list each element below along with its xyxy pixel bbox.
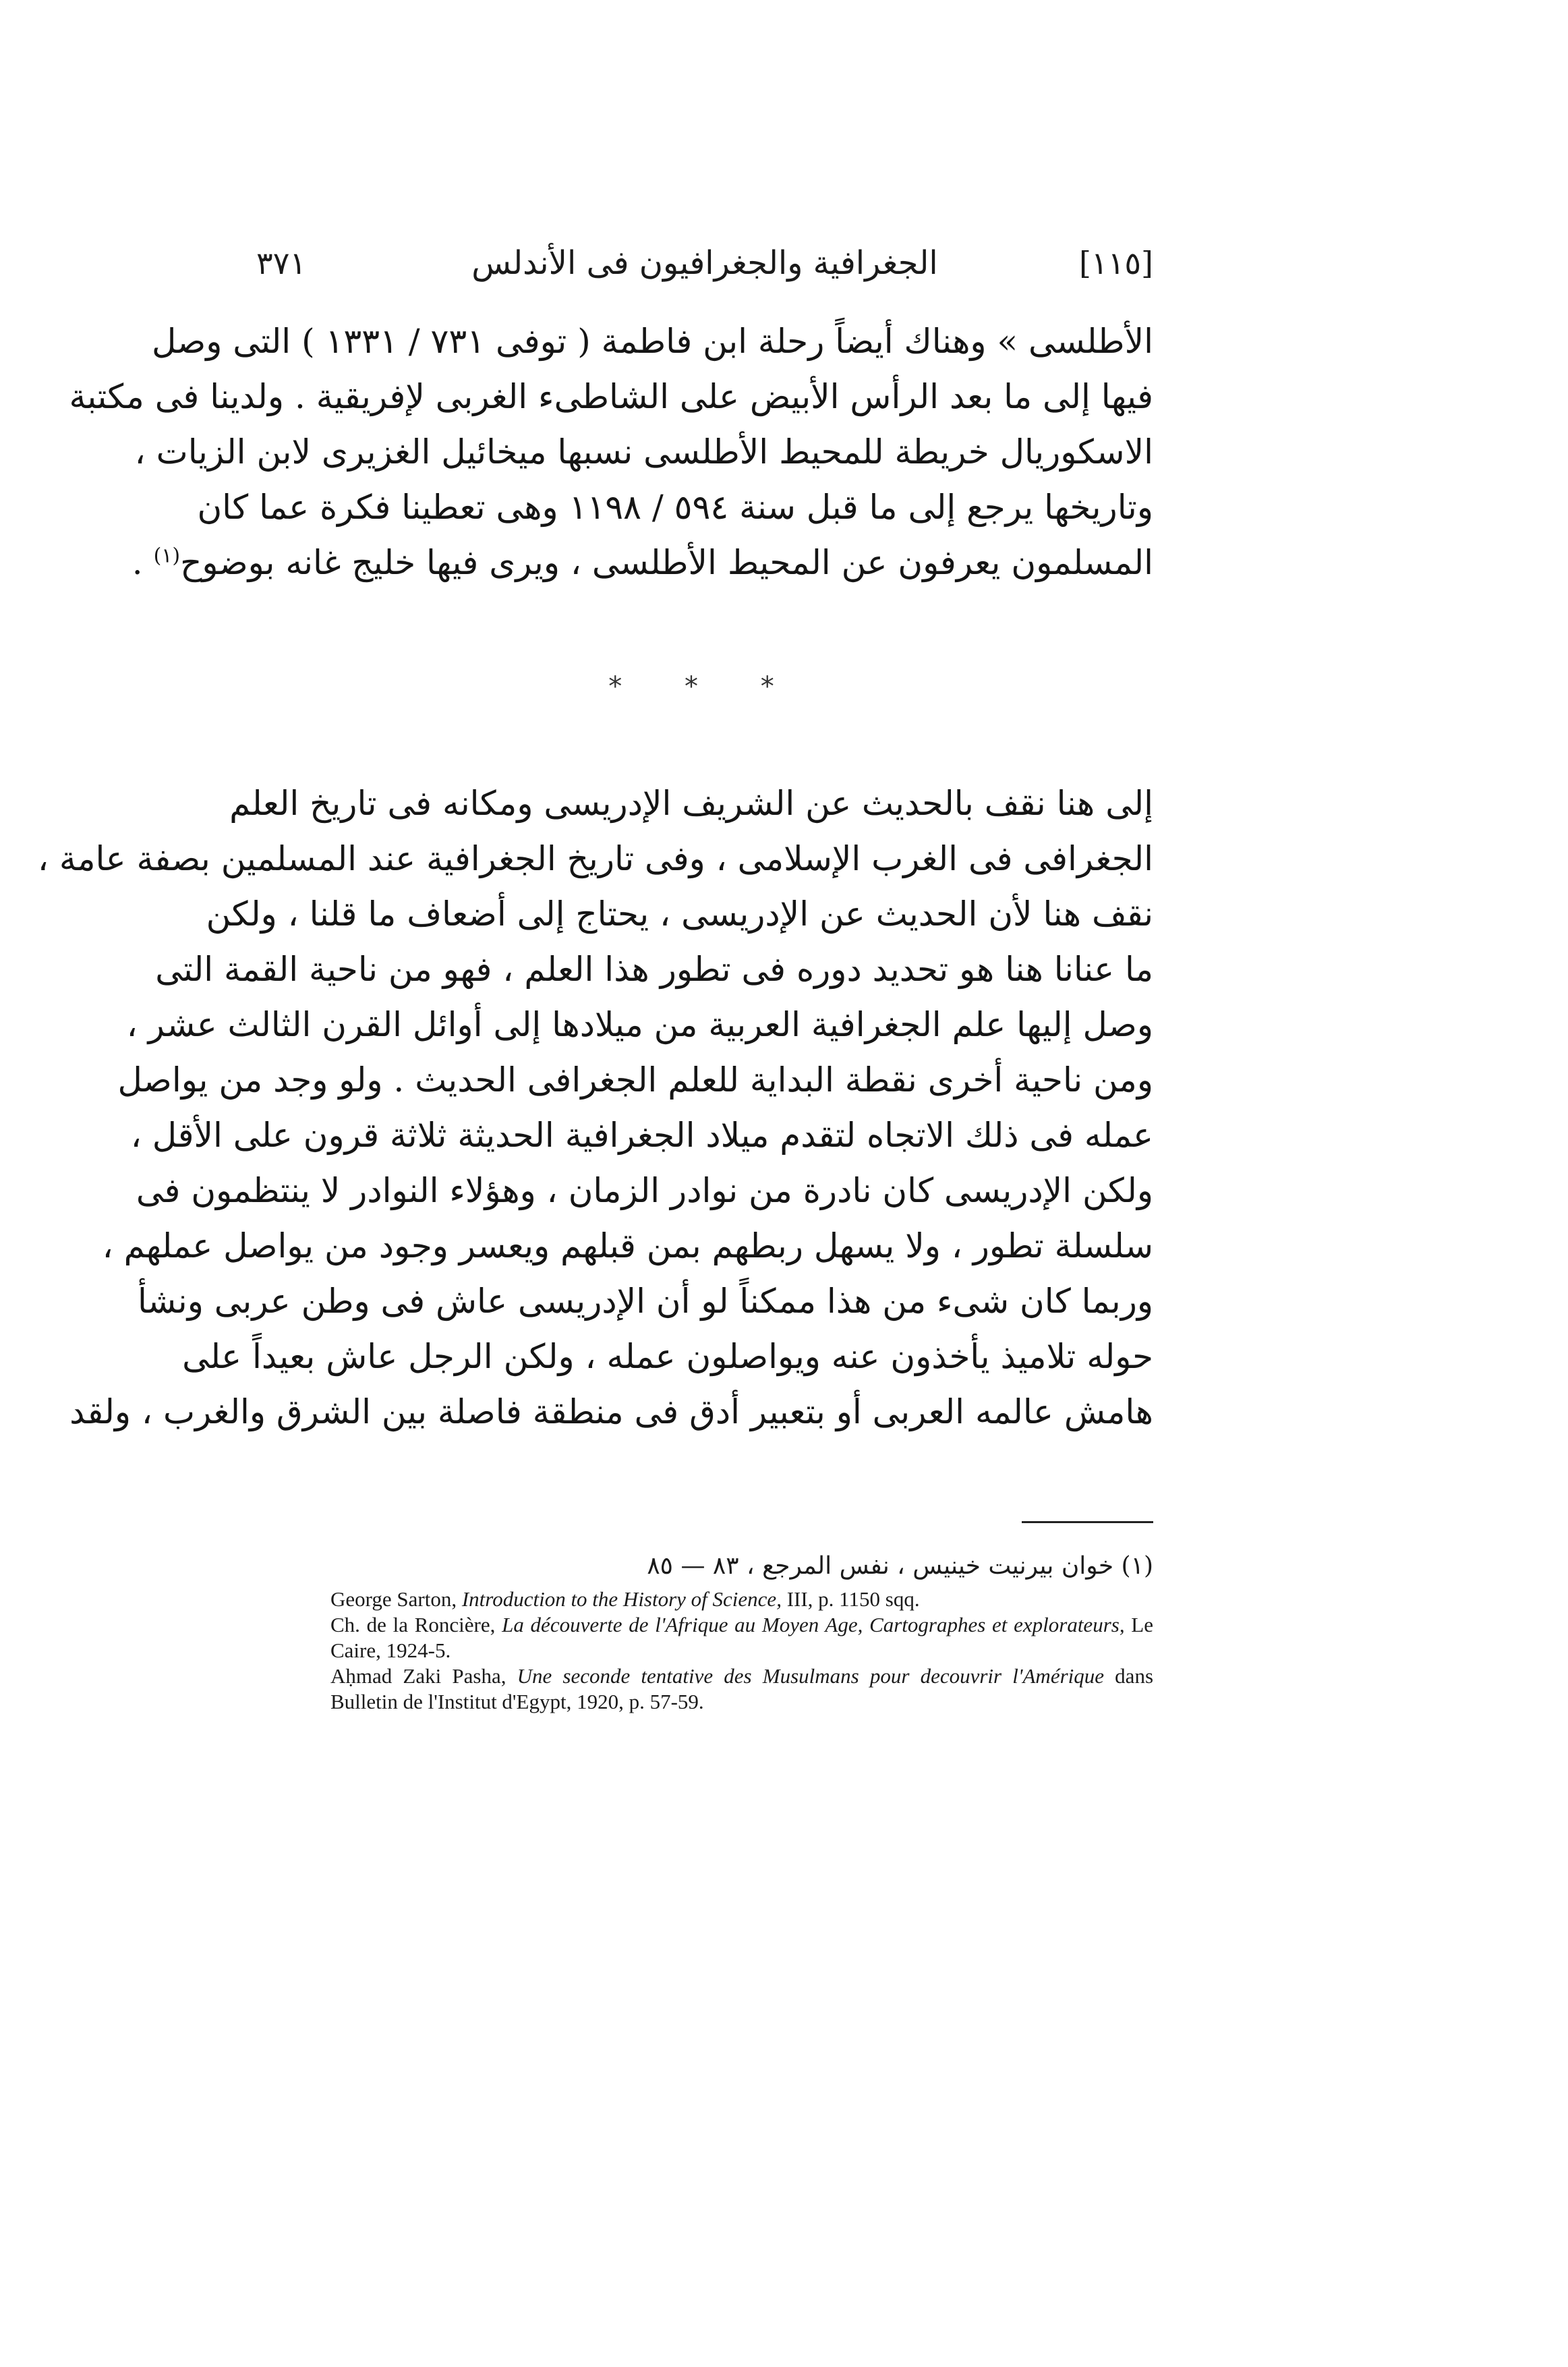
footnote-entry-ronciere <box>330 1612 1153 1663</box>
text-line-body: المسلمون يعرفون عن المحيط الأطلسى ، ويرى فيها خليج غانه بوضوح <box>180 543 1153 582</box>
page-number: ٣٧١ <box>256 245 307 281</box>
text-line: حوله تلاميذ يأخذون عنه ويواصلون عمله ، ولكن الرجل عاش بعيداً على <box>182 1337 1153 1376</box>
footnote-entry-zaki <box>330 1663 1153 1715</box>
footnote-details: dans Bulletin de l'Institut d'Egypt, 1920, p. 57-59. <box>330 1664 1154 1713</box>
running-header <box>256 239 1153 287</box>
footnote-author: Aḥmad Zaki Pasha, <box>330 1664 517 1688</box>
text-line: ومن ناحية أخرى نقطة البداية للعلم الجغرافى الحديث . ولو وجد من يواصل <box>117 1060 1153 1100</box>
footnote-details: III, p. 1150 sqq. <box>781 1587 920 1611</box>
footnote-rule <box>1022 1521 1153 1523</box>
section-separator: * * * <box>608 671 801 702</box>
footnote-author: George Sarton, <box>330 1587 462 1611</box>
footnote-title: La découverte de l'Afrique au Moyen Age, Cartographes et explorateurs, <box>502 1613 1125 1636</box>
text-line: ولكن الإدريسى كان نادرة من نوادر الزمان ، وهؤلاء النوادر لا ينتظمون فى <box>136 1171 1153 1210</box>
chapter-bracket-number: [١١٥] <box>1078 245 1153 281</box>
footnote-arabic-reference: (١) خوان بيرنيت خينيس ، نفس المرجع ، ٨٣ — ٨٥ <box>647 1552 1153 1580</box>
line-end-punctuation: . <box>132 543 154 582</box>
footnote-entry-sarton <box>330 1587 1153 1612</box>
text-line: الأطلسى » وهناك أيضاً رحلة ابن فاطمة ( توفى ٧٣١ / ١٣٣١ ) التى وصل <box>151 322 1153 361</box>
text-line-last <box>132 535 1153 590</box>
text-line: الاسكوريال خريطة للمحيط الأطلسى نسبها ميخائيل الغزيرى لابن الزيات ، <box>134 432 1153 472</box>
paragraph-main <box>37 776 1153 1439</box>
footnote-title: Introduction to the History of Science, <box>461 1587 782 1611</box>
text-line: وصل إليها علم الجغرافية العربية من ميلادها إلى أوائل القرن الثالث عشر ، <box>126 1005 1153 1044</box>
text-line: عمله فى ذلك الاتجاه لتقدم ميلاد الجغرافية الحديثة ثلاثة قرون على الأقل ، <box>130 1116 1153 1155</box>
footnote-author: Ch. de la Roncière, <box>330 1613 502 1636</box>
text-line: هامش عالمه العربى أو بتعبير أدق فى منطقة فاصلة بين الشرق والغرب ، ولقد <box>69 1392 1153 1431</box>
text-line: وتاريخها يرجع إلى ما قبل سنة ٥٩٤ / ١١٩٨ وهى تعطينا فكرة عما كان <box>197 488 1153 527</box>
text-line: الجغرافى فى الغرب الإسلامى ، وفى تاريخ الجغرافية عند المسلمين بصفة عامة ، <box>37 839 1153 878</box>
footnote-references <box>330 1587 1153 1715</box>
footnote-details: Le Caire, 1924-5. <box>330 1613 1153 1662</box>
text-line: ما عنانا هنا هو تحديد دوره فى تطور هذا العلم ، فهو من ناحية القمة التى <box>155 950 1153 989</box>
paragraph-continuation <box>69 314 1153 590</box>
text-line: إلى هنا نقف بالحديث عن الشريف الإدريسى ومكانه فى تاريخ العلم <box>229 784 1153 823</box>
text-line: نقف هنا لأن الحديث عن الإدريسى ، يحتاج إلى أضعاف ما قلنا ، ولكن <box>206 894 1153 934</box>
text-line: سلسلة تطور ، ولا يسهل ربطهم بمن قبلهم ويعسر وجود من يواصل عملهم ، <box>102 1226 1153 1265</box>
text-line: وربما كان شىء من هذا ممكناً لو أن الإدريسى عاش فى وطن عربى ونشأ <box>137 1282 1153 1321</box>
running-title: الجغرافية والجغرافيون فى الأندلس <box>471 244 938 282</box>
footnote-marker: (١) <box>153 544 181 568</box>
text-line: فيها إلى ما بعد الرأس الأبيض على الشاطىء الغربى لإفريقية . ولدينا فى مكتبة <box>69 377 1153 416</box>
footnote-title: Une seconde tentative des Musulmans pour decouvrir l'Amérique <box>517 1664 1105 1688</box>
